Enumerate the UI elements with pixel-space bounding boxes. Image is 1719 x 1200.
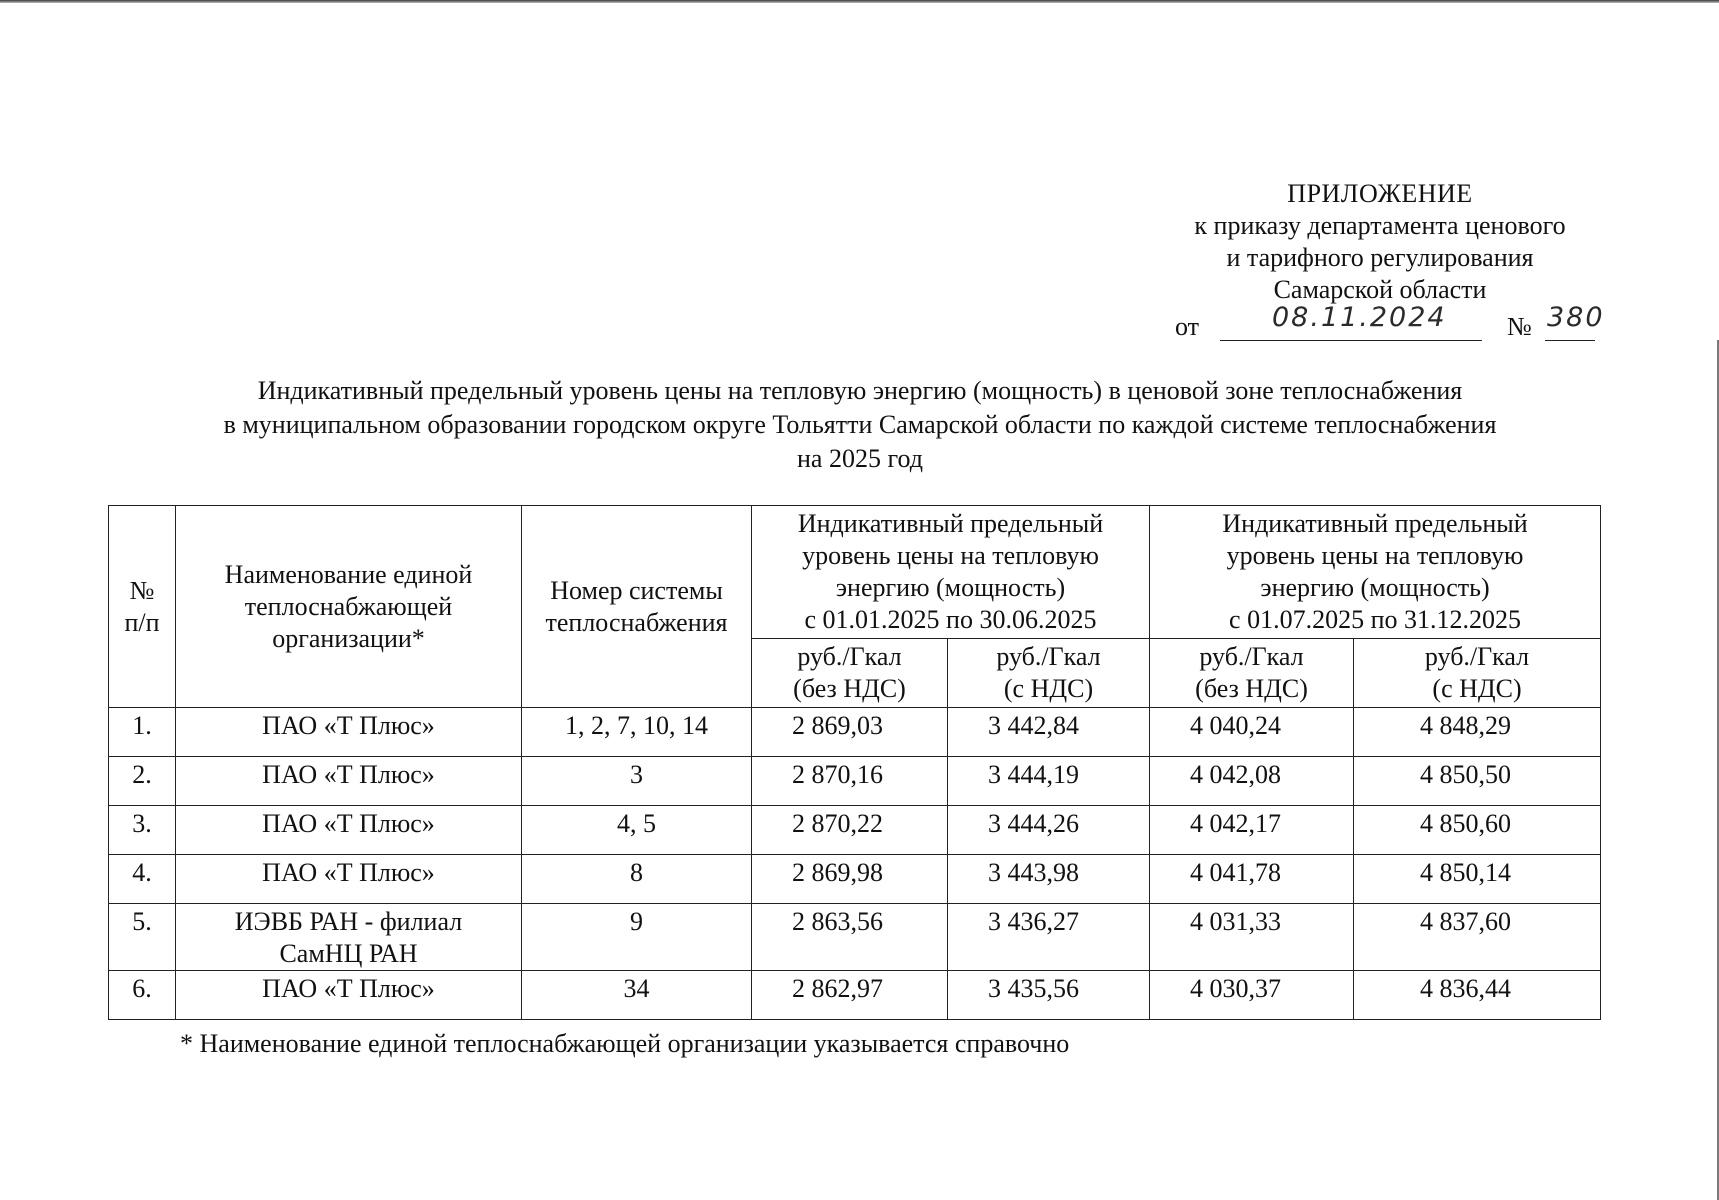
row-p2-no-vat: 4 031,33 bbox=[1150, 904, 1354, 971]
header-p2-no-vat: руб./Гкал (без НДС) bbox=[1150, 639, 1354, 708]
table-row bbox=[109, 904, 1601, 971]
order-number-field bbox=[1545, 302, 1605, 341]
title-line-2: в муниципальном образовании городском округе Тольятти Самарской области по каждой системе теплоснабжения bbox=[223, 410, 1497, 439]
row-system: 3 bbox=[522, 757, 752, 806]
row-p1-no-vat: 2 862,97 bbox=[752, 971, 948, 1020]
row-p1-no-vat: 2 869,98 bbox=[752, 855, 948, 904]
order-date-field bbox=[1220, 302, 1482, 341]
header-p1-no-vat: руб./Гкал (без НДС) bbox=[752, 639, 948, 708]
from-label: от bbox=[1175, 312, 1200, 341]
row-p1-vat: 3 435,56 bbox=[948, 971, 1150, 1020]
order-reference bbox=[1175, 302, 1605, 344]
row-p1-no-vat: 2 870,16 bbox=[752, 757, 948, 806]
row-system: 4, 5 bbox=[522, 806, 752, 855]
row-organization: ПАО «Т Плюс» bbox=[176, 708, 522, 757]
row-organization: ИЭВБ РАН - филиал СамНЦ РАН bbox=[176, 904, 522, 971]
footnote: * Наименование единой теплоснабжающей организации указывается справочно bbox=[180, 1029, 1070, 1058]
row-organization: ПАО «Т Плюс» bbox=[176, 757, 522, 806]
row-num: 3. bbox=[109, 806, 176, 855]
row-p2-vat: 4 850,50 bbox=[1354, 757, 1601, 806]
row-p2-no-vat: 4 042,08 bbox=[1150, 757, 1354, 806]
row-num: 6. bbox=[109, 971, 176, 1020]
header-system-number: Номер системы теплоснабжения bbox=[522, 506, 752, 708]
row-p2-no-vat: 4 042,17 bbox=[1150, 806, 1354, 855]
row-p1-vat: 3 436,27 bbox=[948, 904, 1150, 971]
row-p2-vat: 4 837,60 bbox=[1354, 904, 1601, 971]
row-system: 9 bbox=[522, 904, 752, 971]
appendix-line-2: и тарифного регулирования bbox=[1226, 243, 1534, 272]
row-p2-no-vat: 4 040,24 bbox=[1150, 708, 1354, 757]
number-label: № bbox=[1507, 312, 1532, 341]
row-organization: ПАО «Т Плюс» bbox=[176, 806, 522, 855]
table-row bbox=[109, 708, 1601, 757]
price-table bbox=[108, 505, 1601, 1020]
row-system: 1, 2, 7, 10, 14 bbox=[522, 708, 752, 757]
row-system: 34 bbox=[522, 971, 752, 1020]
row-p2-no-vat: 4 041,78 bbox=[1150, 855, 1354, 904]
row-organization: ПАО «Т Плюс» bbox=[176, 855, 522, 904]
row-p1-vat: 3 444,26 bbox=[948, 806, 1150, 855]
row-p1-vat: 3 444,19 bbox=[948, 757, 1150, 806]
header-p1-vat: руб./Гкал (с НДС) bbox=[948, 639, 1150, 708]
row-p1-vat: 3 443,98 bbox=[948, 855, 1150, 904]
row-p2-vat: 4 850,60 bbox=[1354, 806, 1601, 855]
row-p2-vat: 4 848,29 bbox=[1354, 708, 1601, 757]
title-line-1: Индикативный предельный уровень цены на тепловую энергию (мощность) в ценовой зоне теплоснабжения bbox=[257, 376, 1463, 405]
row-p2-no-vat: 4 030,37 bbox=[1150, 971, 1354, 1020]
row-organization: ПАО «Т Плюс» bbox=[176, 971, 522, 1020]
row-p1-vat: 3 442,84 bbox=[948, 708, 1150, 757]
order-date: 08.11.2024 bbox=[1272, 302, 1447, 333]
table-row bbox=[109, 806, 1601, 855]
appendix-line-3: Самарской области bbox=[1273, 275, 1487, 304]
title-line-3: на 2025 год bbox=[797, 444, 923, 473]
table-row bbox=[109, 971, 1601, 1020]
row-p1-no-vat: 2 869,03 bbox=[752, 708, 948, 757]
row-num: 5. bbox=[109, 904, 176, 971]
header-organization: Наименование единой теплоснабжающей организации* bbox=[176, 506, 522, 708]
order-number: 380 bbox=[1547, 302, 1605, 333]
row-p1-no-vat: 2 870,22 bbox=[752, 806, 948, 855]
header-period-1: Индикативный предельный уровень цены на тепловую энергию (мощность) с 01.01.2025 по 30.06.2025 bbox=[752, 506, 1150, 639]
document-title bbox=[120, 374, 1600, 476]
table-row bbox=[109, 855, 1601, 904]
row-p2-vat: 4 850,14 bbox=[1354, 855, 1601, 904]
header-period-2: Индикативный предельный уровень цены на тепловую энергию (мощность) с 01.07.2025 по 31.12.2025 bbox=[1150, 506, 1601, 639]
row-num: 4. bbox=[109, 855, 176, 904]
appendix-line-1: к приказу департамента ценового bbox=[1194, 211, 1566, 240]
header-num: № п/п bbox=[109, 506, 176, 708]
table-row bbox=[109, 757, 1601, 806]
row-num: 1. bbox=[109, 708, 176, 757]
row-num: 2. bbox=[109, 757, 176, 806]
row-system: 8 bbox=[522, 855, 752, 904]
appendix-block bbox=[1160, 178, 1600, 306]
row-p2-vat: 4 836,44 bbox=[1354, 971, 1601, 1020]
header-p2-vat: руб./Гкал (с НДС) bbox=[1354, 639, 1601, 708]
appendix-title: ПРИЛОЖЕНИЕ bbox=[1287, 179, 1473, 208]
scan-edge-top bbox=[0, 0, 1719, 3]
row-p1-no-vat: 2 863,56 bbox=[752, 904, 948, 971]
